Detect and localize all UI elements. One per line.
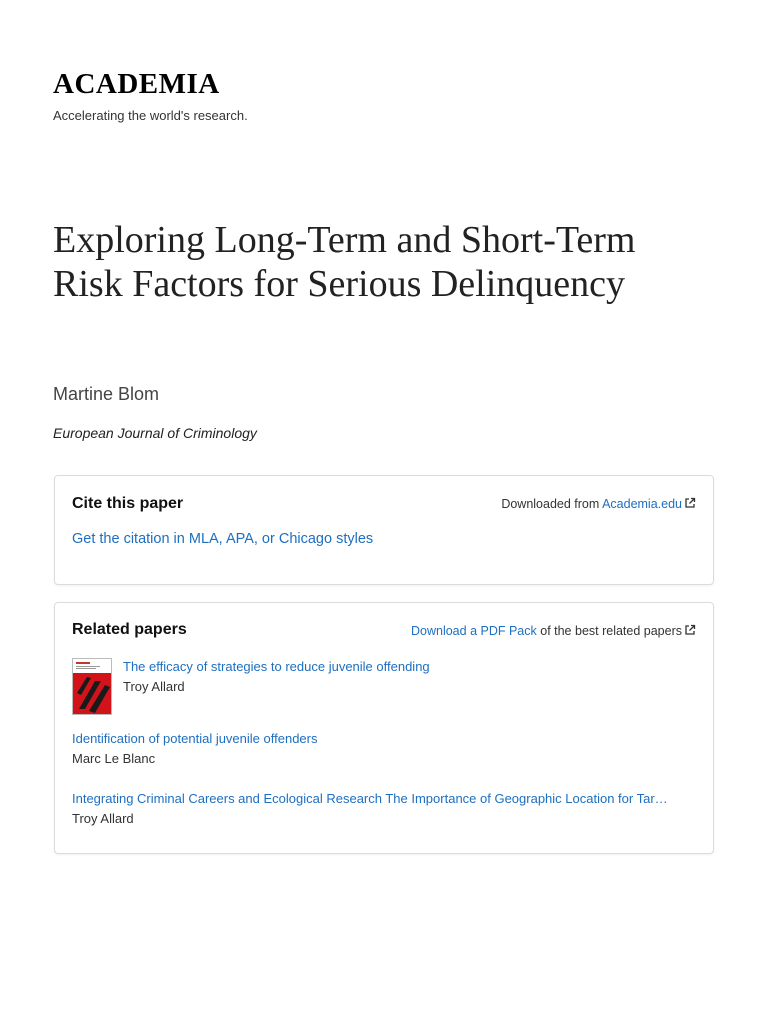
downloaded-prefix: Downloaded from (501, 497, 603, 511)
external-link-icon[interactable] (684, 497, 696, 509)
paper-thumbnail[interactable] (72, 658, 112, 715)
pdf-pack-suffix: of the best related papers (536, 624, 682, 638)
related-paper-author: Marc Le Blanc (72, 751, 156, 766)
external-link-icon[interactable] (684, 624, 696, 636)
journal-cover-icon (73, 659, 112, 715)
related-paper-title-link[interactable]: Integrating Criminal Careers and Ecological Research The Importance of Geographic Location for Tar… (72, 791, 668, 806)
citation-link[interactable]: Get the citation in MLA, APA, or Chicago styles (72, 531, 374, 547)
tagline: Accelerating the world's research. (53, 108, 248, 123)
academia-edu-link[interactable]: Academia.edu (602, 497, 682, 511)
related-paper-3 (72, 791, 690, 826)
cite-heading: Cite this paper (72, 495, 184, 512)
related-paper-1 (123, 659, 698, 694)
pdf-pack-note (411, 624, 696, 638)
downloaded-from-note (501, 497, 696, 511)
paper-author: Martine Blom (53, 384, 160, 404)
academia-logo[interactable]: ACADEMIA (53, 68, 220, 100)
related-paper-title-link[interactable]: The efficacy of strategies to reduce juvenile offending (123, 659, 430, 674)
cite-card (54, 475, 714, 585)
related-card (54, 602, 714, 854)
paper-journal: European Journal of Criminology (53, 425, 257, 441)
pdf-pack-link[interactable]: Download a PDF Pack (411, 624, 537, 638)
related-paper-title-link[interactable]: Identification of potential juvenile offenders (72, 731, 318, 746)
paper-title: Exploring Long-Term and Short-Term Risk Factors for Serious Delinquency (53, 219, 636, 305)
related-heading: Related papers (72, 621, 187, 638)
related-paper-author: Troy Allard (72, 811, 134, 826)
related-paper-author: Troy Allard (123, 679, 185, 694)
related-paper-2 (72, 731, 698, 766)
